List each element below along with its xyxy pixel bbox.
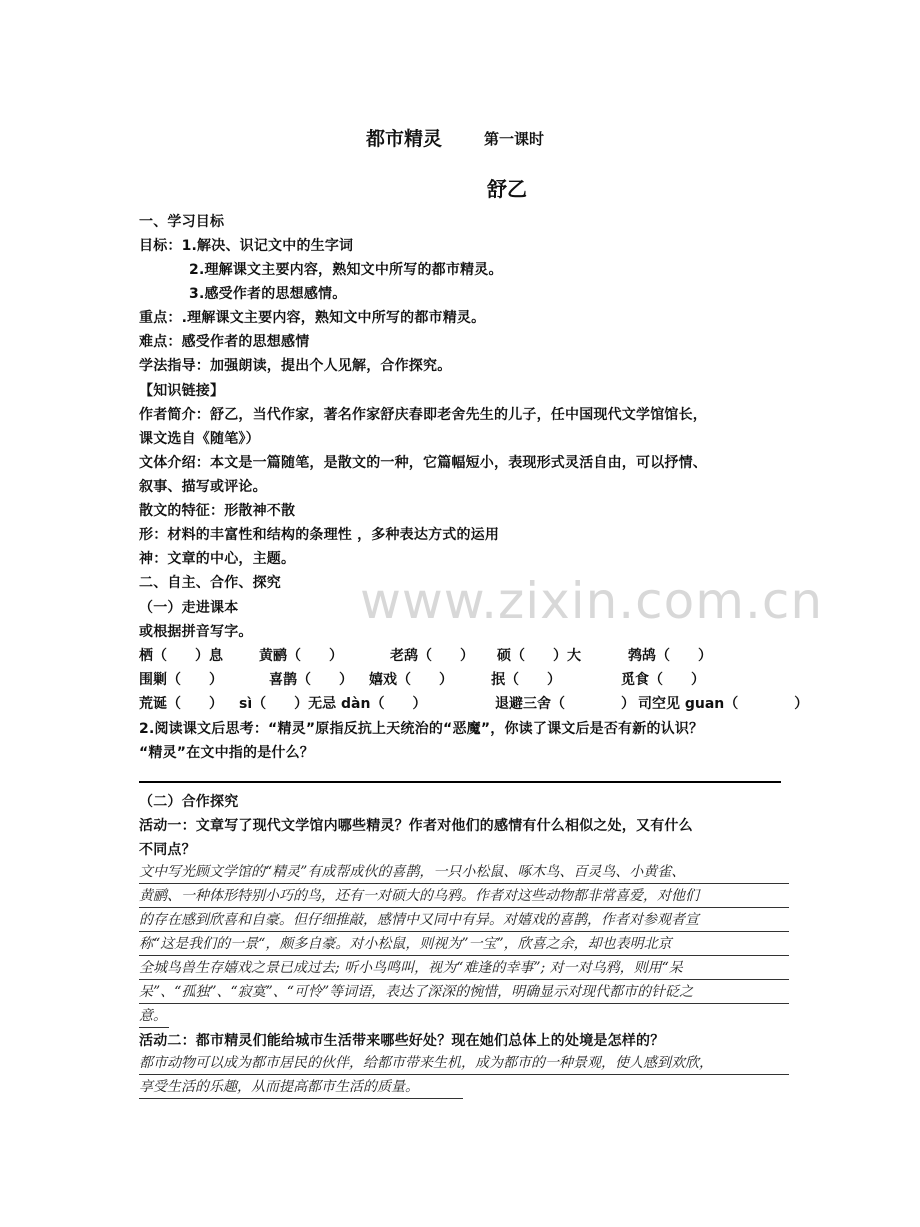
activity-1-line-1: 活动一：文章写了现代文学馆内哪些精灵？作者对他们的感情有什么相似之处，又有什么: [139, 818, 693, 834]
answer-line: 都市动物可以成为都市居民的伙伴，给都市带来生机，成为都市的一种景观，使人感到欢欣，: [139, 1051, 789, 1075]
vocab-item: 硕（ ）大: [497, 648, 581, 664]
vocab-item: 鹁鸪（ ）: [628, 648, 712, 664]
genre-intro-line-1: 文体介绍：本文是一篇随笔，是散文的一种，它篇幅短小，表现形式灵活自由，可以抒情、: [139, 455, 707, 471]
answer-rule-line: [139, 781, 781, 783]
vocab-item: 荒诞（ ）: [139, 696, 223, 712]
goal-1: 目标：1.解决、识记文中的生字词: [139, 238, 354, 254]
author-intro-line-1: 作者简介：舒乙，当代作家，著名作家舒庆春即老舍先生的儿子，任中国现代文学馆馆长，: [139, 407, 707, 423]
vocab-item: 嬉戏（ ）: [369, 672, 453, 688]
activity-2-answer: [139, 1051, 789, 1099]
watermark: www.zixin.com.cn: [360, 572, 824, 630]
prose-form: 形：材料的丰富性和结构的条理性 ，多种表达方式的运用: [139, 527, 500, 543]
subsection-cooperative: （二）合作探究: [139, 794, 239, 810]
goal-3: 3.感受作者的思想感情。: [189, 286, 347, 302]
vocab-item: sì（ ）无忌 dàn（ ）: [239, 696, 427, 712]
answer-line: 呆”、“孤独”、“寂寞”、“可怜”等词语，表达了深深的惋惜，明确显示对现代都市的针砭之: [139, 980, 789, 1004]
knowledge-heading: 【知识链接】: [139, 383, 225, 399]
difficulty: 难点：感受作者的思想感情: [139, 334, 310, 350]
pinyin-instruction: 或根据拼音写字。: [139, 624, 253, 640]
answer-line: 文中写光顾文学馆的“精灵”有成帮成伙的喜鹊，一只小松鼠、啄木鸟、百灵鸟、小黄雀、: [139, 860, 789, 884]
question-2-line-2: “精灵”在文中指的是什么？: [139, 745, 315, 761]
lesson-label: 第一课时: [484, 130, 545, 148]
key-point: 重点：.理解课文主要内容，熟知文中所写的都市精灵。: [139, 310, 486, 326]
author-intro-line-2: 课文选自《随笔》）: [139, 431, 260, 447]
author-name: 舒乙: [487, 177, 527, 201]
study-method: 学法指导：加强朗读，提出个人见解，合作探究。: [139, 358, 452, 374]
vocab-item: 围剿（ ）: [139, 672, 223, 688]
answer-line: 全城鸟兽生存嬉戏之景已成过去; 听小鸟鸣叫，视为“难逢的幸事”; 对一对乌鸦，则用“呆: [139, 956, 789, 980]
section-heading-goals: 一、学习目标: [139, 214, 225, 230]
prose-feature: 散文的特征：形散神不散: [139, 503, 296, 519]
answer-line: 的存在感到欣喜和自豪。但仔细推敲，感情中又同中有异。对嬉戏的喜鹊，作者对参观者宣: [139, 908, 789, 932]
question-2-line-1: 2.阅读课文后思考：“精灵”原指反抗上天统治的“恶魔”，你读了课文后是否有新的认识？: [139, 721, 704, 737]
activity-2-question: 活动二：都市精灵们能给城市生活带来哪些好处？现在她们总体上的处境是怎样的？: [139, 1033, 665, 1049]
vocab-item: 喜鹊（ ）: [269, 672, 353, 688]
page-title: 都市精灵: [366, 128, 443, 150]
goal-2: 2.理解课文主要内容，熟知文中所写的都市精灵。: [189, 262, 503, 278]
vocab-item: 黄鹂（ ）: [259, 648, 343, 664]
section-heading-explore: 二、自主、合作、探究: [139, 575, 281, 591]
vocab-item: 司空见 guan（ ）: [638, 696, 809, 712]
activity-1-line-2: 不同点？: [139, 842, 196, 858]
answer-line: 享受生活的乐趣，从而提高都市生活的质量。: [139, 1075, 463, 1099]
vocab-item: 老鸹（ ）: [390, 648, 474, 664]
subsection-textbook: （一）走进课本: [139, 600, 239, 616]
answer-line: 称“这是我们的一景“，颇多自豪。对小松鼠，则视为”一宝”，欣喜之余，却也表明北京: [139, 932, 789, 956]
activity-1-answer: [139, 860, 789, 1028]
vocab-item: 觅食（ ）: [621, 672, 705, 688]
answer-line: 意。: [139, 1004, 169, 1028]
prose-spirit: 神：文章的中心，主题。: [139, 551, 296, 567]
answer-line: 黄鹂、一种体形特别小巧的鸟，还有一对硕大的乌鸦。作者对这些动物都非常喜爱，对他们: [139, 884, 789, 908]
vocab-item: 退避三舍（ ）: [495, 696, 635, 712]
vocab-item: 抿（ ）: [491, 672, 561, 688]
vocab-item: 栖（ ）息: [139, 648, 223, 664]
genre-intro-line-2: 叙事、描写或评论。: [139, 479, 267, 495]
